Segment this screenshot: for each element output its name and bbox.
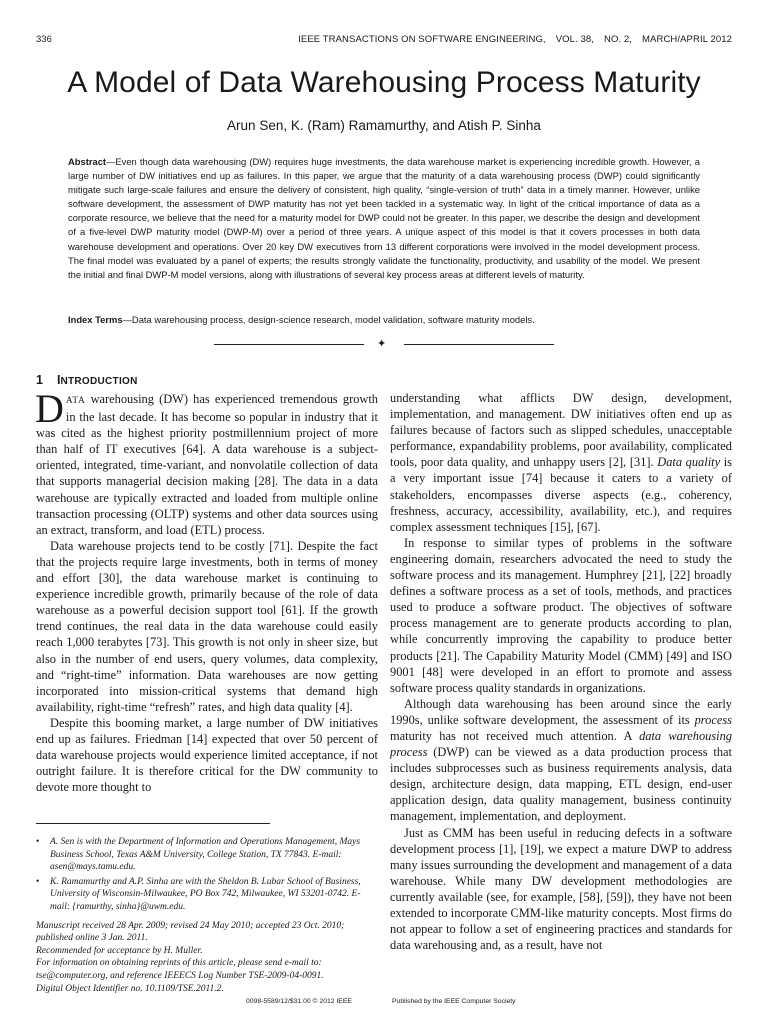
- paragraph-text: maturity has not received much attention. A: [390, 728, 640, 743]
- paragraph: Data warehouse projects tend to be costly [71]. Despite the fact that the projects require large investments, both in terms of money and effort [30], the data warehouse market is continuing to experience incredible growth, primarily because of the role of data warehouse as a powerful decision support tool [61]. If the growth trend continues, the real data in the data warehouse could easily reach 1,000 terabytes [73]. This growth is not only in sheer size, but also in the number of end users, query volumes, data complexity, and “right-time” information. Data warehouses are now getting incorporated into mission-critical systems that demand high availability, right-time “refresh” rates, and high data quality [4].: [36, 538, 378, 714]
- manuscript-info: [36, 920, 378, 996]
- section-title-first-letter: I: [56, 373, 61, 387]
- section-divider: [214, 339, 554, 351]
- paragraph-text: (DWP) can be viewed as a data production process that includes subprocesses such as business requirements analysis, data design, architecture design, data mapping, ETL design, end-user application design, data quality management, business continuity management, implementation, and deployment.: [390, 745, 732, 824]
- paragraph: [35, 386, 378, 538]
- page-number: 336: [36, 34, 52, 45]
- divider-line-left: [214, 344, 364, 345]
- abstract-text: —Even though data warehousing (DW) requires huge investments, the data warehouse market is experiencing incredible growth. However, a large number of DW initiatives end up as failures. In this paper, we argue that the maturity of a data warehousing process (DWP) could significantly mitigate such large-scale failures and ensure the delivery of consistent, high quality, “single-version of truth” data in a timely manner. However, unlike software development, the assessment of DWP maturity has not yet been tackled in a systematic way. In light of the critical importance of data as a corporate resource, we believe that the need for a maturity model for DWP could not be greater. In this paper, we describe the design and development of a five-level DWP maturity model (DWP-M) over a period of three years. A unique aspect of this model is that it covers processes in both data warehouse development and operations. Over 20 key DW executives from 13 different corporations were involved in the model development process. The final model was evaluated by a panel of experts; the results strongly validate the functionality, productivity, and usability of the model. We present the initial and final DWP-M model versions, along with illustrations of several key process areas at different levels of maturity.: [68, 156, 700, 280]
- paragraph: Despite this booming market, a large number of DW initiatives end up as failures. Friedman [14] expected that over 50 percent of data warehouse projects would experience limited acceptance, if not outright failure. It is therefore critical for the DW community to devote more thought to: [36, 715, 378, 795]
- author-affiliation: [36, 836, 378, 874]
- index-terms-label: Index Terms: [68, 314, 123, 325]
- journal-issue: NO. 2,: [603, 34, 633, 45]
- paragraph-text: Although data warehousing has been around since the early 1990s, unlike software development, the assessment of its: [390, 696, 732, 727]
- section-number: 1: [36, 373, 43, 387]
- section-title-rest: NTRODUCTION: [60, 376, 138, 387]
- footnote-rule: [36, 823, 270, 824]
- bullet-icon: •: [36, 876, 40, 887]
- paragraph-text: is a very important issue [74] because it caters to a variety of stakeholders, encompasses diverse aspects (e.g., coherency, freshness, accuracy, accessibility, availability, etc.), and requires complex assessment techniques [15], [67].: [390, 455, 732, 534]
- paragraph: [390, 696, 732, 825]
- manuscript-dates: Manuscript received 28 Apr. 2009; revised 24 May 2010; accepted 23 Oct. 2010; published online 3 Jan. 2011.: [36, 920, 345, 944]
- emphasis: Data quality: [657, 455, 721, 470]
- paragraph: In response to similar types of problems in the software engineering domain, researchers advocated the need to study the software process and its management. Humphrey [21], [22] broadly defines a software process as a set of tools, methods, and practices used to produce a software product. The objectives of software process management are to generate products according to plan, while concurrently improving the capability to produce better products [21]. The Capability Maturity Model (CMM) [49] and ISO 9001 [48] were developed in an effort to promote and assess software process quality standards in organizations.: [390, 535, 732, 695]
- author-list: Arun Sen, K. (Ram) Ramamurthy, and Atish P. Sinha: [227, 118, 541, 133]
- opening-smallcaps: ATA: [65, 396, 86, 406]
- drop-cap: D: [35, 386, 64, 431]
- index-terms: [68, 313, 700, 327]
- affiliation-text: A. Sen is with the Department of Information and Operations Management, Mays Business School, Texas A&M University, College Station, TX 77843. E-mail: asen@mays.tamu.edu.: [50, 837, 361, 873]
- emphasis: process: [694, 712, 732, 727]
- left-column: [35, 386, 378, 795]
- right-column: [390, 390, 732, 953]
- bullet-icon: •: [36, 837, 40, 847]
- journal-volume: VOL. 38,: [555, 34, 594, 45]
- reprint-info: For information on obtaining reprints of this article, please send e-mail to: tse@computer.org, and reference IEEECS Log Number TSE-2009-04-0091.: [36, 958, 324, 981]
- paper-title: A Model of Data Warehousing Process Maturity: [67, 66, 701, 99]
- index-terms-text: —Data warehousing process, design-science research, model validation, software maturity models.: [122, 314, 535, 325]
- journal-date: MARCH/APRIL 2012: [642, 34, 732, 45]
- emphasis: data warehousing process: [390, 728, 732, 760]
- section-heading-introduction: [36, 373, 138, 387]
- abstract-label: Abstract: [68, 156, 107, 167]
- divider-diamond-icon: ✦: [377, 338, 387, 350]
- paragraph-text: understanding what afflicts DW design, development, implementation, and management. DW initiatives often end up as failures because of factors such as slipped schedules, unacceptable performance, expandability problems, poor availability, complicated tools, poor data quality, and unhappy users [2], [31].: [390, 391, 732, 470]
- doi: Digital Object Identifier no. 10.1109/TSE.2011.2.: [36, 983, 224, 994]
- journal-name: IEEE TRANSACTIONS ON SOFTWARE ENGINEERING,: [298, 34, 546, 45]
- copyright-notice: 0098-5589/12/$31.00 © 2012 IEEE: [246, 998, 352, 1005]
- recommended-by: Recommended for acceptance by H. Muller.: [36, 945, 203, 956]
- publisher-notice: Published by the IEEE Computer Society: [392, 998, 516, 1005]
- author-affiliation: [36, 876, 378, 914]
- footnotes: [36, 836, 378, 995]
- paragraph-text: warehousing (DW) has experienced tremendous growth in the last decade. It has become so popular in industry that it was cited as the highest priority postmillennium project of more than half of IT executives [64]. A data warehouse is a subject-oriented, integrated, time-variant, and nonvolatile collection of data that supports managerial decision making [28]. The data in a data warehouse are typically extracted and loaded from multiple online transaction processing (OLTP) systems and other data sources using an extract, transform, and load (ETL) process.: [36, 392, 378, 537]
- running-header: [288, 34, 732, 45]
- paragraph: Just as CMM has been useful in reducing defects in a software development process [1], [19], we expect a mature DWP to address many issues surrounding the development and management of a data warehouse. While many DW development methodologies are currently available (see, for example, [58], [59]), they have not been extended to incorporate CMM-like maturity concepts. Most firms do not appear to follow a set of engineering practices and standards for data warehousing and, as a result, have not: [390, 825, 732, 953]
- paragraph: [390, 390, 732, 535]
- divider-line-right: [404, 344, 554, 345]
- affiliation-text: K. Ramamurthy and A.P. Sinha are with the Sheldon B. Lubar School of Business, University of Wisconsin-Milwaukee, PO Box 742, Milwaukee, WI 53201-0742. E-mail: {ramurthy, sinha}@uwm.edu.: [50, 876, 361, 912]
- abstract: [68, 155, 700, 282]
